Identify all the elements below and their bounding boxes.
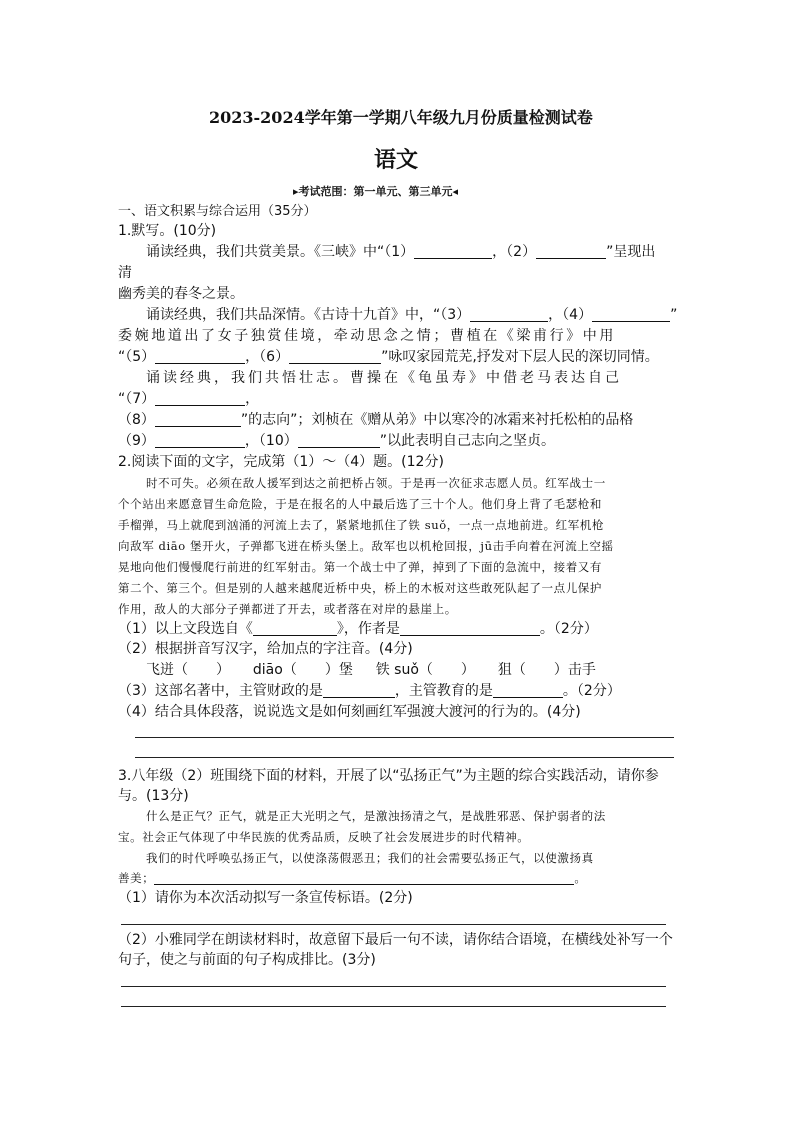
q2-sub-2: （2）根据拼音写汉字，给加点的字注音。(4分): [118, 641, 413, 657]
pinyin-item[interactable]: 狙（ ）击手: [497, 662, 596, 678]
q1-line-8: [118, 410, 633, 430]
q1-text: ，（6）: [245, 349, 290, 365]
subject-title: 语文: [374, 147, 419, 173]
q1-text: ”呈现出: [606, 244, 656, 260]
material-text: 善美；: [118, 871, 155, 885]
material-line: 什么是正气？正气，就是正大光明之气，是激浊扬清之气，是战胜邪恶、保护弱者的法: [146, 809, 606, 823]
q1-line-4: 委婉地道出了女子独赏佳境，牵动思念之情；曹植在《梁甫行》中用: [118, 328, 616, 344]
exam-title: 2023-2024学年第一学期八年级九月份质量检测试卷: [209, 108, 593, 127]
pinyin-item[interactable]: diāo（ ）堡: [252, 662, 353, 678]
q1-text: ，（2）: [492, 244, 537, 260]
answer-blank-education[interactable]: [493, 683, 563, 698]
q2-sub-4: （4）结合具体段落，说说选文是如何刻画红军强渡大渡河的行为的。(4分): [118, 704, 581, 720]
answer-blank-sentence[interactable]: [154, 870, 574, 885]
q3-label-cont: 与。(13分): [118, 788, 189, 804]
exam-scope: ▸考试范围：第一单元、第三单元◂: [293, 185, 459, 198]
q2-label: 2.阅读下面的文字，完成第（1）～（4）题。(12分): [118, 454, 444, 470]
passage-line: 时不可失。必须在敌人援军到达之前把桥占领。于是再一次征求志愿人员。红军战士一: [146, 476, 606, 490]
q2-text: 。（2分）: [562, 683, 621, 699]
material-line: 我们的时代呼唤弘扬正气，以使涤荡假恶丑；我们的社会需要弘扬正气，以使激扬真: [146, 851, 594, 865]
answer-blank-9[interactable]: [155, 433, 245, 448]
q1-text: ，（10）: [244, 433, 298, 449]
q2-text: （1）以上文段选自《: [118, 621, 253, 637]
q1-text: ”咏叹家园荒芜,抒发对下层人民的深切同情。: [381, 349, 659, 365]
q1-text: “（7）: [118, 391, 156, 407]
passage-line: 第二个、第三个。但是别的人越来越爬近桥中央，桥上的木板对这些敢死队起了一点儿保护: [118, 581, 602, 595]
answer-blank-10[interactable]: [298, 433, 380, 448]
answer-line[interactable]: [121, 924, 666, 925]
answer-blank-6[interactable]: [289, 349, 381, 364]
q1-line-9: [118, 431, 555, 451]
answer-blank-book[interactable]: [253, 621, 337, 636]
answer-blank-finance[interactable]: [323, 683, 395, 698]
answer-blank-3[interactable]: [470, 307, 548, 322]
q1-text: （8）: [118, 412, 155, 428]
q3-sub-2-cont: 句子，使之与前面的句子构成排比。(3分): [118, 952, 376, 968]
passage-line: 手榴弹，马上就爬到汹涌的河流上去了，紧紧地抓住了铁 suǒ，一点一点地前进。红军机枪: [118, 518, 605, 532]
q2-sub-1: [118, 619, 598, 639]
q1-line-1b: 清: [118, 265, 132, 281]
q1-line-3: [146, 305, 677, 325]
answer-line[interactable]: [121, 1006, 666, 1007]
q1-text: ”: [670, 307, 678, 323]
q2-text: ，主管教育的是: [394, 683, 493, 699]
section-heading: 一、语文积累与综合运用（35分）: [118, 204, 317, 219]
q2-pinyin-items: [146, 660, 596, 680]
q3-label: 3.八年级（2）班围绕下面的材料，开展了以“弘扬正气”为主题的综合实践活动，请你参: [118, 768, 659, 784]
q1-text: “（5）: [118, 349, 156, 365]
q1-text: ”以此表明自己志向之坚贞。: [379, 433, 556, 449]
q1-text: ”的志向”；刘桢在《赠从弟》中以寒冷的冰霜来衬托松柏的品格: [240, 412, 634, 428]
answer-line[interactable]: [135, 757, 674, 758]
q1-text: 诵读经典，我们共品深情。《古诗十九首》中，“（3）: [146, 307, 471, 323]
answer-line[interactable]: [135, 737, 674, 738]
q2-sub-3: [118, 681, 621, 701]
q1-label: 1.默写。(10分): [118, 223, 217, 239]
q2-text: 。（2分）: [539, 621, 598, 637]
q1-text: （9）: [118, 433, 155, 449]
material-line: 宝。社会正气体现了中华民族的优秀品质，反映了社会发展进步的时代精神。: [118, 830, 530, 844]
material-text: 。: [574, 871, 587, 885]
passage-line: 个个站出来愿意冒生命危险，于是在报名的人中最后选了三十个人。他们身上背了毛瑟枪和: [118, 497, 602, 511]
pinyin-item[interactable]: 飞迸（ ）: [146, 662, 230, 678]
passage-line: 作用，敌人的大部分子弹都迸了开去，或者落在对岸的悬崖上。: [118, 602, 457, 616]
q1-line-7: [118, 389, 259, 409]
q3-sub-2: （2）小雅同学在朗读材料时，故意留下最后一句不读，请你结合语境，在横线处补写一个: [118, 932, 673, 948]
passage-line: 向敌军 diāo 堡开火，子弹都飞迸在桥头堡上。敌军也以机枪回报，jū击手向着在河流上空摇: [118, 539, 614, 553]
q1-line-1: [146, 242, 655, 262]
answer-line[interactable]: [121, 986, 666, 987]
q1-text: ，: [245, 391, 260, 407]
q1-line-6: 诵读经典，我们共悟壮志。曹操在《龟虽寿》中借老马表达自己: [146, 370, 622, 386]
passage-line: 晃地向他们慢慢爬行前进的红军射击。第一个战士中了弹，掉到了下面的急流中，接着又有: [118, 560, 602, 574]
q1-text: ，（4）: [548, 307, 593, 323]
pinyin-item[interactable]: 铁 suǒ（ ）: [375, 662, 475, 678]
answer-blank-4[interactable]: [592, 307, 670, 322]
q3-sub-1: （1）请你为本次活动拟写一条宣传标语。(2分): [118, 890, 413, 906]
q1-text: 诵读经典，我们共赏美景。《三峡》中“（1）: [146, 244, 415, 260]
answer-blank-7[interactable]: [155, 391, 245, 406]
q1-line-5: [118, 347, 659, 367]
answer-blank-8[interactable]: [155, 412, 241, 427]
material-line: [118, 868, 586, 888]
q1-line-2: 幽秀美的春冬之景。: [118, 286, 244, 302]
answer-blank-2[interactable]: [536, 244, 606, 259]
answer-blank-1[interactable]: [414, 244, 492, 259]
answer-blank-author[interactable]: [400, 621, 540, 636]
answer-blank-5[interactable]: [155, 349, 245, 364]
q2-text: （3）这部名著中，主管财政的是: [118, 683, 323, 699]
q2-text: 》，作者是: [336, 621, 400, 637]
